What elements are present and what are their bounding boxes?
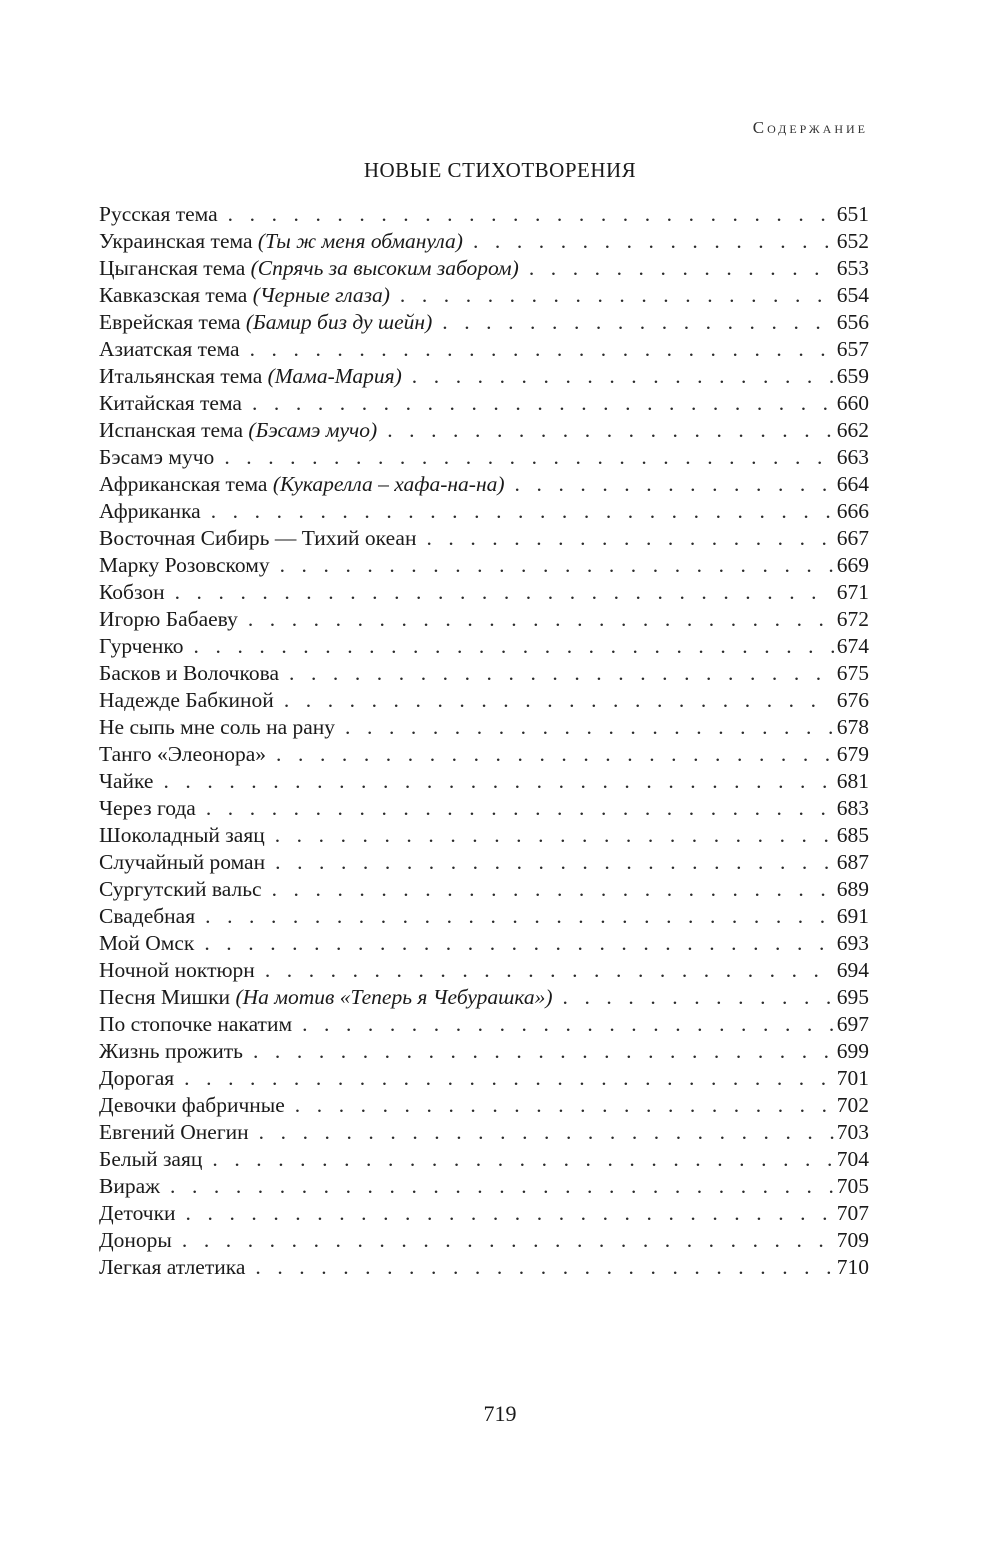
toc-entry	[99, 822, 869, 849]
toc-entry-title: Африканская тема	[99, 472, 268, 496]
toc-entry-title-group	[99, 660, 279, 687]
toc-entry-title: Игорю Бабаеву	[99, 607, 238, 631]
toc-entry-subtitle: (На мотив «Теперь я Чебурашка»)	[235, 985, 553, 1009]
toc-entry-page: 710	[836, 1255, 869, 1279]
toc-entry-page: 651	[836, 202, 869, 226]
toc-entry-title: По стопочке накатим	[99, 1012, 293, 1036]
toc-entry-page: 709	[836, 1228, 869, 1252]
dot-leader	[228, 201, 834, 228]
toc-entry-title-group	[99, 498, 201, 525]
dot-leader	[259, 1119, 834, 1146]
toc-entry-title-group	[99, 849, 265, 876]
toc-entry	[99, 768, 869, 795]
dot-leader	[515, 471, 834, 498]
toc-entry-page: 669	[836, 553, 869, 577]
toc-entry-subtitle: (Спрячь за высоким забором)	[250, 256, 519, 280]
toc-entry-title-group	[99, 1227, 172, 1254]
toc-entry-page: 675	[836, 661, 869, 685]
toc-entry-page: 656	[836, 310, 869, 334]
toc-entry-page: 678	[836, 715, 869, 739]
toc-entry-page: 679	[836, 742, 869, 766]
toc-entry	[99, 498, 869, 525]
dot-leader	[175, 579, 834, 606]
toc-entry-title: Случайный роман	[99, 850, 266, 874]
toc-entry	[99, 957, 869, 984]
toc-entry	[99, 471, 869, 498]
dot-leader	[272, 876, 834, 903]
toc-entry-title: Девочки фабричные	[99, 1093, 285, 1117]
toc-entry-subtitle: (Бамир биз ду шейн)	[245, 310, 433, 334]
toc-entry	[99, 1200, 869, 1227]
toc-entry	[99, 714, 869, 741]
toc-entry	[99, 849, 869, 876]
toc-entry-page: 662	[836, 418, 869, 442]
page-number: 719	[483, 1401, 517, 1426]
toc-entry-title-group	[99, 687, 274, 714]
toc-entry-title-group	[99, 228, 463, 255]
toc-entry-title: Итальянская тема	[99, 364, 263, 388]
toc-entry-title: Через года	[99, 796, 196, 820]
toc-entry	[99, 1038, 869, 1065]
toc-entry-page: 699	[836, 1039, 869, 1063]
toc-entry-title-group	[99, 471, 505, 498]
toc-entry-page: 654	[836, 283, 869, 307]
dot-leader	[265, 957, 834, 984]
toc-entry-title-group	[99, 309, 432, 336]
dot-leader	[206, 795, 834, 822]
dot-leader	[275, 822, 834, 849]
toc-entry-title-group	[99, 282, 390, 309]
dot-leader	[255, 1254, 833, 1281]
dot-leader	[280, 552, 834, 579]
toc-entry-page: 691	[836, 904, 869, 928]
toc-entry	[99, 660, 869, 687]
toc-entry-title: Мой Омск	[99, 931, 195, 955]
toc-entry-title: Китайская тема	[99, 391, 242, 415]
toc-entry-title-group	[99, 1119, 249, 1146]
toc-entry	[99, 390, 869, 417]
toc-entry	[99, 363, 869, 390]
toc-entry	[99, 606, 869, 633]
toc-entry	[99, 741, 869, 768]
toc-entry	[99, 633, 869, 660]
toc-entry-page: 671	[836, 580, 869, 604]
toc-entry-title-group	[99, 1092, 285, 1119]
toc-entry-page: 674	[836, 634, 869, 658]
toc-entry-page: 659	[836, 364, 869, 388]
running-head: Содержание	[752, 118, 868, 137]
toc-entry-title-group	[99, 417, 377, 444]
section-title: НОВЫЕ СТИХОТВОРЕНИЯ	[363, 158, 637, 182]
toc-entry-title-group	[99, 552, 270, 579]
toc-entry-title: Гурченко	[99, 634, 184, 658]
toc-entry-title: Цыганская тема	[99, 256, 246, 280]
toc-entry-page: 652	[836, 229, 869, 253]
toc-entry-title-group	[99, 714, 335, 741]
dot-leader	[182, 1227, 834, 1254]
toc-entry-title: Песня Мишки	[99, 985, 231, 1009]
toc-entry-title-group	[99, 444, 214, 471]
dot-leader	[289, 660, 834, 687]
toc-entry-title-group	[99, 1200, 176, 1227]
toc-entry-title-group	[99, 1011, 292, 1038]
toc-entry	[99, 687, 869, 714]
toc-entry-page: 676	[836, 688, 869, 712]
toc-entry	[99, 1254, 869, 1281]
toc-entry	[99, 201, 869, 228]
toc-entry-title-group	[99, 201, 218, 228]
toc-entry-page: 653	[836, 256, 869, 280]
dot-leader	[284, 687, 834, 714]
toc-entry-page: 703	[836, 1120, 869, 1144]
toc-entry	[99, 552, 869, 579]
toc-entry	[99, 579, 869, 606]
toc-entry-page: 695	[836, 985, 869, 1009]
toc-entry-page: 707	[836, 1201, 869, 1225]
dot-leader	[275, 849, 834, 876]
toc-entry	[99, 1011, 869, 1038]
toc-entry-title-group	[99, 822, 265, 849]
toc-entry	[99, 876, 869, 903]
dot-leader	[426, 525, 833, 552]
toc-entry-title-group	[99, 633, 184, 660]
dot-leader	[302, 1011, 834, 1038]
toc-entry-title: Чайке	[99, 769, 154, 793]
toc-entry-title-group	[99, 930, 194, 957]
toc-list	[99, 201, 869, 1281]
dot-leader	[252, 390, 834, 417]
toc-entry	[99, 228, 869, 255]
toc-entry-title: Кавказская тема	[99, 283, 248, 307]
toc-entry-title-group	[99, 390, 242, 417]
dot-leader	[412, 363, 834, 390]
toc-entry-subtitle: (Ты ж меня обманула)	[257, 229, 463, 253]
dot-leader	[345, 714, 834, 741]
toc-entry	[99, 984, 869, 1011]
toc-entry-page: 681	[836, 769, 869, 793]
toc-entry-page: 705	[836, 1174, 869, 1198]
toc-entry	[99, 309, 869, 336]
toc-entry	[99, 1092, 869, 1119]
toc-entry-title: Надежде Бабкиной	[99, 688, 274, 712]
toc-entry-page: 701	[836, 1066, 869, 1090]
toc-entry-title: Украинская тема	[99, 229, 253, 253]
dot-leader	[248, 606, 834, 633]
toc-entry-title-group	[99, 984, 553, 1011]
toc-entry-title-group	[99, 957, 255, 984]
dot-leader	[253, 1038, 834, 1065]
toc-entry	[99, 282, 869, 309]
dot-leader	[186, 1200, 834, 1227]
toc-entry-title-group	[99, 525, 416, 552]
toc-entry-title: Доноры	[99, 1228, 172, 1252]
toc-entry	[99, 903, 869, 930]
toc-entry-title: Азиатская тема	[99, 337, 240, 361]
dot-leader	[163, 768, 833, 795]
toc-entry-title: Восточная Сибирь — Тихий океан	[99, 526, 417, 550]
toc-entry-title: Евгений Онегин	[99, 1120, 249, 1144]
toc-entry-page: 694	[836, 958, 869, 982]
toc-entry-page: 704	[836, 1147, 869, 1171]
toc-entry-title-group	[99, 1173, 160, 1200]
toc-entry-title-group	[99, 579, 165, 606]
toc-entry-page: 672	[836, 607, 869, 631]
toc-entry-subtitle: (Бэсамэ мучо)	[248, 418, 378, 442]
toc-entry-title-group	[99, 795, 196, 822]
toc-entry-title: Еврейская тема	[99, 310, 241, 334]
toc-entry-title-group	[99, 768, 153, 795]
toc-entry	[99, 417, 869, 444]
toc-entry-page: 660	[836, 391, 869, 415]
dot-leader	[194, 633, 834, 660]
toc-entry-page: 697	[836, 1012, 869, 1036]
toc-entry-title-group	[99, 903, 195, 930]
toc-entry-page: 683	[836, 796, 869, 820]
toc-entry-title-group	[99, 363, 402, 390]
toc-entry-page: 657	[836, 337, 869, 361]
toc-entry-title: Свадебная	[99, 904, 196, 928]
toc-entry-title-group	[99, 1254, 245, 1281]
toc-entry-title: Дорогая	[99, 1066, 175, 1090]
toc-entry	[99, 795, 869, 822]
toc-entry-title-group	[99, 606, 238, 633]
dot-leader	[250, 336, 834, 363]
dot-leader	[184, 1065, 834, 1092]
toc-entry-page: 664	[836, 472, 869, 496]
toc-entry-title: Бэсамэ мучо	[99, 445, 215, 469]
toc-entry-title: Африканка	[99, 499, 201, 523]
dot-leader	[205, 903, 834, 930]
dot-leader	[204, 930, 833, 957]
toc-entry	[99, 525, 869, 552]
toc-entry-title: Ночной ноктюрн	[99, 958, 255, 982]
toc-entry-page: 666	[836, 499, 869, 523]
dot-leader	[211, 498, 834, 525]
dot-leader	[224, 444, 833, 471]
toc-entry-title: Деточки	[99, 1201, 176, 1225]
toc-entry	[99, 1065, 869, 1092]
toc-entry-title: Белый заяц	[99, 1147, 203, 1171]
toc-entry	[99, 336, 869, 363]
toc-entry-title: Жизнь прожить	[99, 1039, 243, 1063]
toc-entry-title-group	[99, 741, 266, 768]
dot-leader	[212, 1146, 833, 1173]
toc-entry-page: 689	[836, 877, 869, 901]
toc-entry	[99, 1227, 869, 1254]
toc-entry	[99, 930, 869, 957]
toc-entry-page: 685	[836, 823, 869, 847]
toc-entry-page: 663	[836, 445, 869, 469]
toc-entry-title: Русская тема	[99, 202, 218, 226]
dot-leader	[170, 1173, 834, 1200]
toc-entry-title-group	[99, 1038, 243, 1065]
toc-entry-title: Шоколадный заяц	[99, 823, 265, 847]
toc-entry-title: Вираж	[99, 1174, 160, 1198]
dot-leader	[276, 741, 834, 768]
toc-entry-title-group	[99, 1065, 174, 1092]
toc-entry-title-group	[99, 876, 262, 903]
toc-entry-title: Танго «Элеонора»	[99, 742, 267, 766]
dot-leader	[442, 309, 834, 336]
dot-leader	[400, 282, 834, 309]
toc-entry-title-group	[99, 1146, 202, 1173]
toc-entry-subtitle: (Мама-Мария)	[267, 364, 402, 388]
dot-leader	[563, 984, 834, 1011]
toc-entry-title: Сургутский вальс	[99, 877, 262, 901]
toc-entry-page: 702	[836, 1093, 869, 1117]
toc-entry-title-group	[99, 255, 519, 282]
toc-entry-page: 687	[836, 850, 869, 874]
toc-entry-subtitle: (Кукарелла – хафа-на-на)	[272, 472, 505, 496]
toc-entry-page: 693	[836, 931, 869, 955]
toc-entry	[99, 1119, 869, 1146]
dot-leader	[387, 417, 834, 444]
dot-leader	[529, 255, 834, 282]
toc-entry-title: Легкая атлетика	[99, 1255, 246, 1279]
toc-entry-title: Не сыпь мне соль на рану	[99, 715, 336, 739]
toc-entry	[99, 444, 869, 471]
toc-entry	[99, 1146, 869, 1173]
toc-entry-title-group	[99, 336, 240, 363]
toc-entry	[99, 1173, 869, 1200]
toc-entry-title: Испанская тема	[99, 418, 244, 442]
toc-entry-page: 667	[836, 526, 869, 550]
toc-entry-title: Кобзон	[99, 580, 165, 604]
toc-entry	[99, 255, 869, 282]
toc-entry-title: Марку Розовскому	[99, 553, 270, 577]
toc-entry-title: Басков и Волочкова	[99, 661, 279, 685]
dot-leader	[473, 228, 834, 255]
toc-entry-subtitle: (Черные глаза)	[252, 283, 390, 307]
dot-leader	[295, 1092, 834, 1119]
